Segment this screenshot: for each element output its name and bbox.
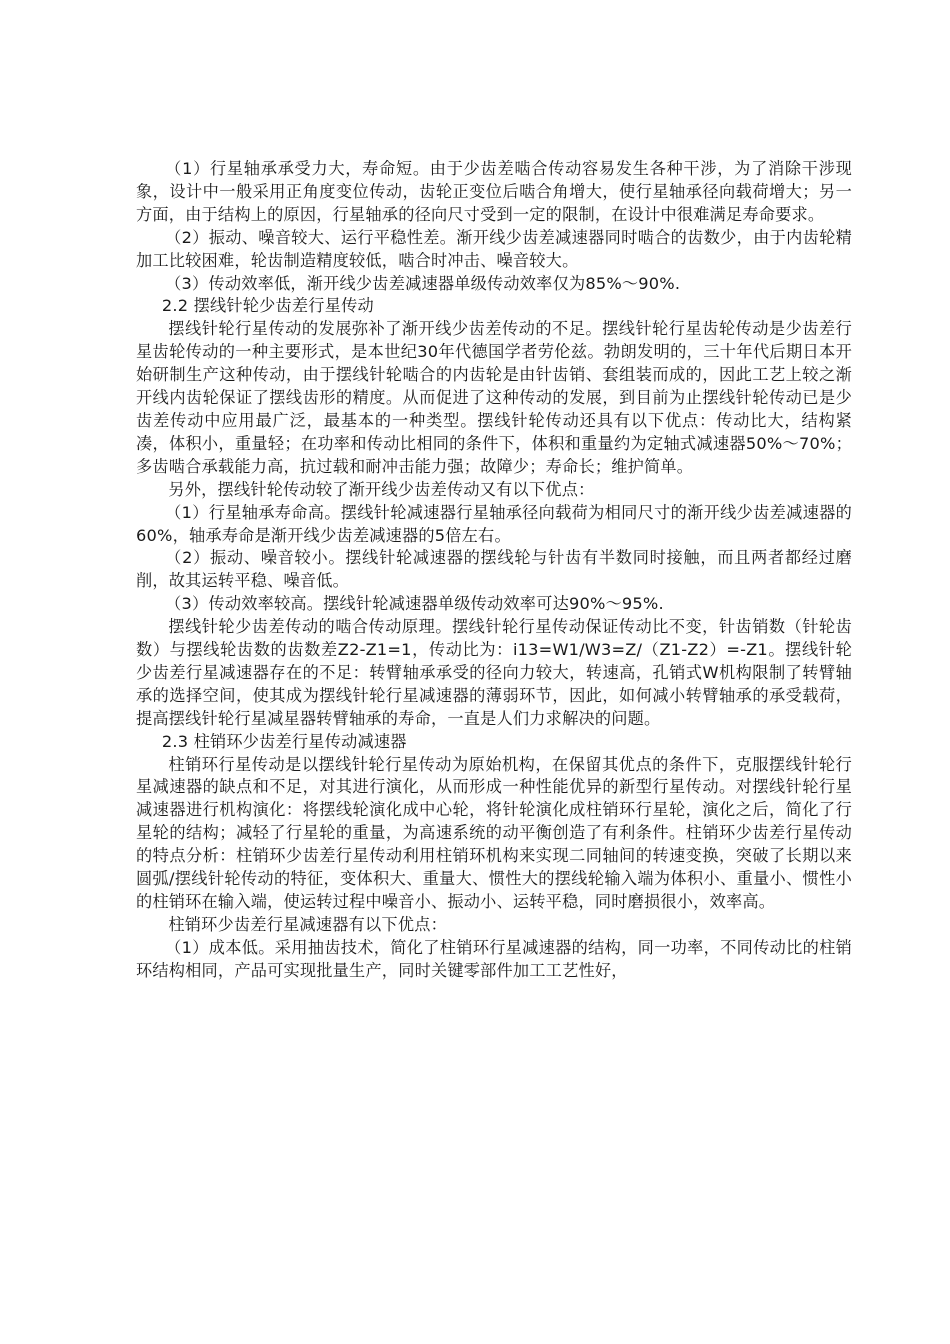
paragraph-drawback-2: （2）振动、噪音较大、运行平稳性差。渐开线少齿差减速器同时啮合的齿数少，由于内齿轮精加工比较困难，轮齿制造精度较低，啮合时冲击、噪音较大。 [136, 227, 852, 270]
paragraph-advantage-2: （2）振动、噪音较小。摆线针轮减速器的摆线轮与针齿有半数同时接触，而且两者都经过磨削，故其运转平稳、噪音低。 [136, 548, 852, 591]
paragraph-pin-ring-advantages-intro: 柱销环少齿差行星减速器有以下优点： [168, 914, 447, 934]
document-page [136, 158, 852, 983]
paragraph-meshing-principle: 摆线针轮少齿差传动的啮合传动原理。摆线针轮行星传动保证传动比不变，针齿销数（针轮齿数）与摆线轮齿数的齿数差Z2-Z1=1，传动比为：i13=W1/W3=Z/（Z1-Z2）=-Z1。摆线针轮少齿差行星减速器存在的不足：转臂轴承承受的径向力较大，转速高，孔销式W机构限制了转臂轴承的选择空间，使其成为摆线针轮行星减速器的薄弱环节，因此，如何减小转臂轴承的承受载荷，提高摆线针轮行星减星器转臂轴承的寿命，一直是人们力求解决的问题。 [136, 617, 852, 728]
paragraph-pin-ring-advantage-1: （1）成本低。采用抽齿技术，简化了柱销环行星减速器的结构，同一功率，不同传动比的柱销环结构相同，产品可实现批量生产，同时关键零部件加工工艺性好， [136, 937, 852, 980]
paragraph-advantage-1: （1）行星轴承寿命高。摆线针轮减速器行星轴承径向载荷为相同尺寸的渐开线少齿差减速器的60%，轴承寿命是渐开线少齿差减速器的5倍左右。 [136, 502, 852, 545]
paragraph-cycloid-advantages-intro: 另外，摆线针轮传动较了渐开线少齿差传动又有以下优点： [168, 479, 595, 499]
section-heading-2-2: 2.2 摆线针轮少齿差行星传动 [161, 296, 374, 316]
paragraph-advantage-3: （3）传动效率较高。摆线针轮减速器单级传动效率可达90%～95%. [165, 594, 664, 614]
paragraph-drawback-1: （1）行星轴承承受力大，寿命短。由于少齿差啮合传动容易发生各种干涉，为了消除干涉现象，设计中一般采用正角度变位传动，齿轮正变位后啮合角增大，使行星轴承径向载荷增大；另一方面，由于结构上的原因，行星轴承的径向尺寸受到一定的限制，在设计中很难满足寿命要求。 [136, 159, 852, 224]
paragraph-drawback-3: （3）传动效率低，渐开线少齿差减速器单级传动效率仅为85%～90%. [165, 273, 681, 293]
paragraph-pin-ring-intro: 柱销环行星传动是以摆线针轮行星传动为原始机构，在保留其优点的条件下，克服摆线针轮行星减速器的缺点和不足，对其进行演化，从而形成一种性能优异的新型行星传动。对摆线针轮行星减速器进行机构演化：将摆线轮演化成中心轮，将针轮演化成柱销环行星轮，演化之后，简化了行星轮的结构；减轻了行星轮的重量，为高速系统的动平衡创造了有利条件。柱销环少齿差行星传动的特点分析：柱销环少齿差行星传动利用柱销环机构来实现二同轴间的转速变换，突破了长期以来圆弧/摆线针轮传动的特征，变体积大、重量大、惯性大的摆线轮输入端为体积小、重量小、惯性小的柱销环在输入端，使运转过程中噪音小、振动小、运转平稳，同时磨损很小，效率高。 [136, 754, 852, 911]
section-heading-2-3: 2.3 柱销环少齿差行星传动减速器 [161, 731, 407, 751]
paragraph-cycloid-intro: 摆线针轮行星传动的发展弥补了渐开线少齿差传动的不足。摆线针轮行星齿轮传动是少齿差行星齿轮传动的一种主要形式，是本世纪30年代德国学者劳伦兹。勃朗发明的，三十年代后期日本开始研制生产这种传动，由于摆线针轮啮合的内齿轮是由针齿销、套组装而成的，因此工艺上较之渐开线内齿轮保证了摆线齿形的精度。从而促进了这种传动的发展，到目前为止摆线针轮传动已是少齿差传动中应用最广泛，最基本的一种类型。摆线针轮传动还具有以下优点：传动比大，结构紧凑，体积小，重量轻；在功率和传动比相同的条件下，体积和重量约为定轴式减速器50%～70%；多齿啮合承载能力高，抗过载和耐冲击能力强；故障少；寿命长；维护简单。 [136, 319, 852, 476]
